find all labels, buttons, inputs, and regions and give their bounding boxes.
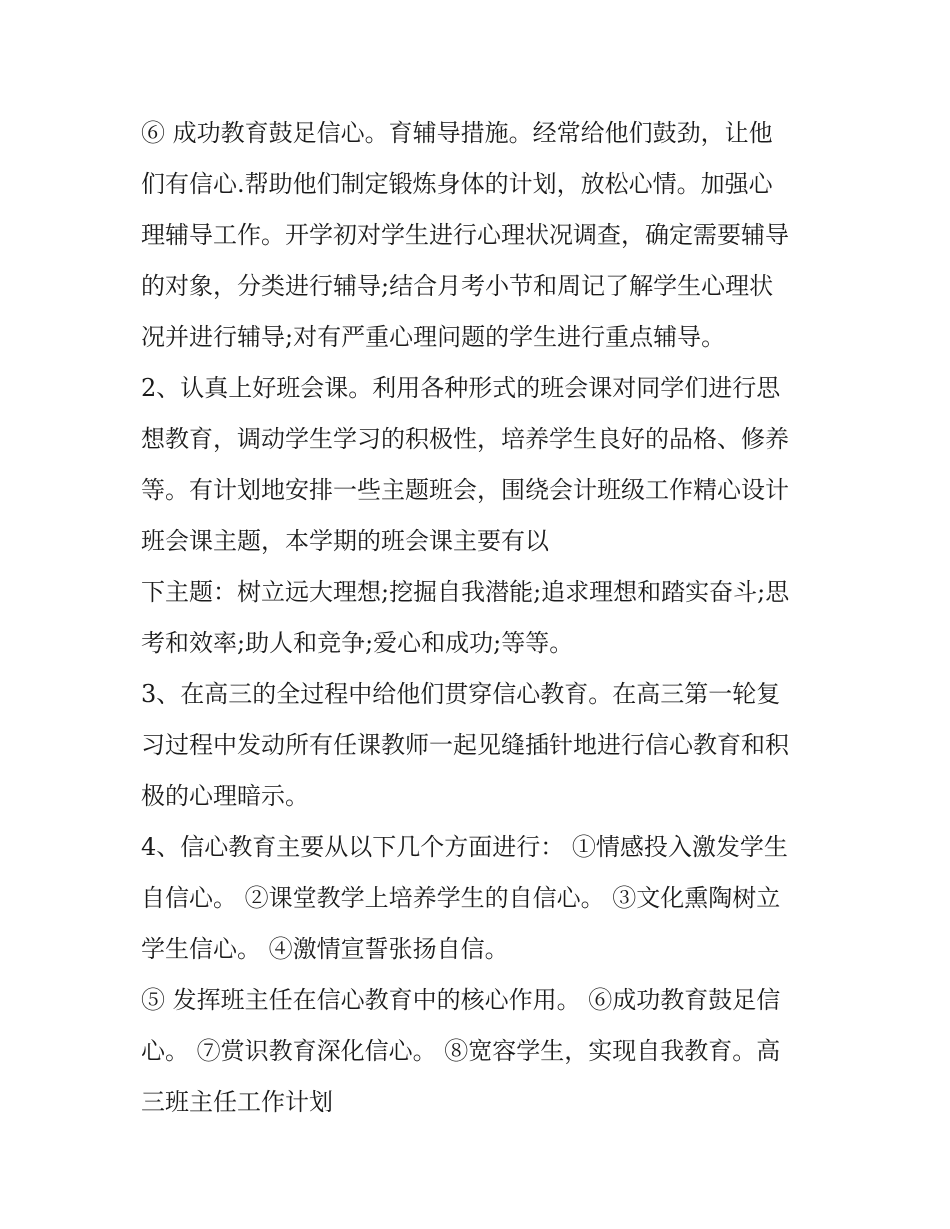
text-line: 自信心。 ②课堂教学上培养学生的自信心。 ③文化熏陶树立 xyxy=(141,884,781,912)
text-line: 极的心理暗示。 xyxy=(141,782,309,810)
text-line: 心。 ⑦赏识教育深化信心。 ⑧宽容学生，实现自我教育。高 xyxy=(141,1037,781,1065)
text-line: 下主题：树立远大理想;挖掘自我潜能;追求理想和踏实奋斗;思 xyxy=(141,578,790,606)
text-line: ⑤ 发挥班主任在信心教育中的核心作用。 ⑥成功教育鼓足信 xyxy=(141,986,781,1014)
text-line: 想教育，调动学生学习的积极性，培养学生良好的品格、修养 xyxy=(141,425,789,453)
text-line: 况并进行辅导;对有严重心理问题的学生进行重点辅导。 xyxy=(141,323,726,351)
text-line: 理辅导工作。开学初对学生进行心理状况调查，确定需要辅导 xyxy=(141,221,789,249)
text-line: 学生信心。 ④激情宣誓张扬自信。 xyxy=(141,935,509,963)
text-line: 习过程中发动所有任课教师一起见缝插针地进行信心教育和积 xyxy=(141,731,789,759)
text-line: ⑥ 成功教育鼓足信心。育辅导措施。经常给他们鼓劲，让他 xyxy=(141,119,773,147)
text-line: 的对象，分类进行辅导;结合月考小节和周记了解学生心理状 xyxy=(141,272,774,300)
text-line: 3、在高三的全过程中给他们贯穿信心教育。在高三第一轮复 xyxy=(141,680,781,708)
text-line: 4、信心教育主要从以下几个方面进行： ①情感投入激发学生 xyxy=(141,833,788,861)
text-line: 班会课主题，本学期的班会课主要有以 xyxy=(141,527,549,555)
text-line: 三班主任工作计划 xyxy=(141,1088,333,1116)
text-line: 考和效率;助人和竞争;爱心和成功;等等。 xyxy=(141,629,574,657)
document-body xyxy=(141,108,821,1128)
text-line: 们有信心.帮助他们制定锻炼身体的计划，放松心情。加强心 xyxy=(141,170,773,198)
text-line: 等。有计划地安排一些主题班会，围绕会计班级工作精心设计 xyxy=(141,476,789,504)
text-line: 2、认真上好班会课。利用各种形式的班会课对同学们进行思 xyxy=(141,374,781,402)
